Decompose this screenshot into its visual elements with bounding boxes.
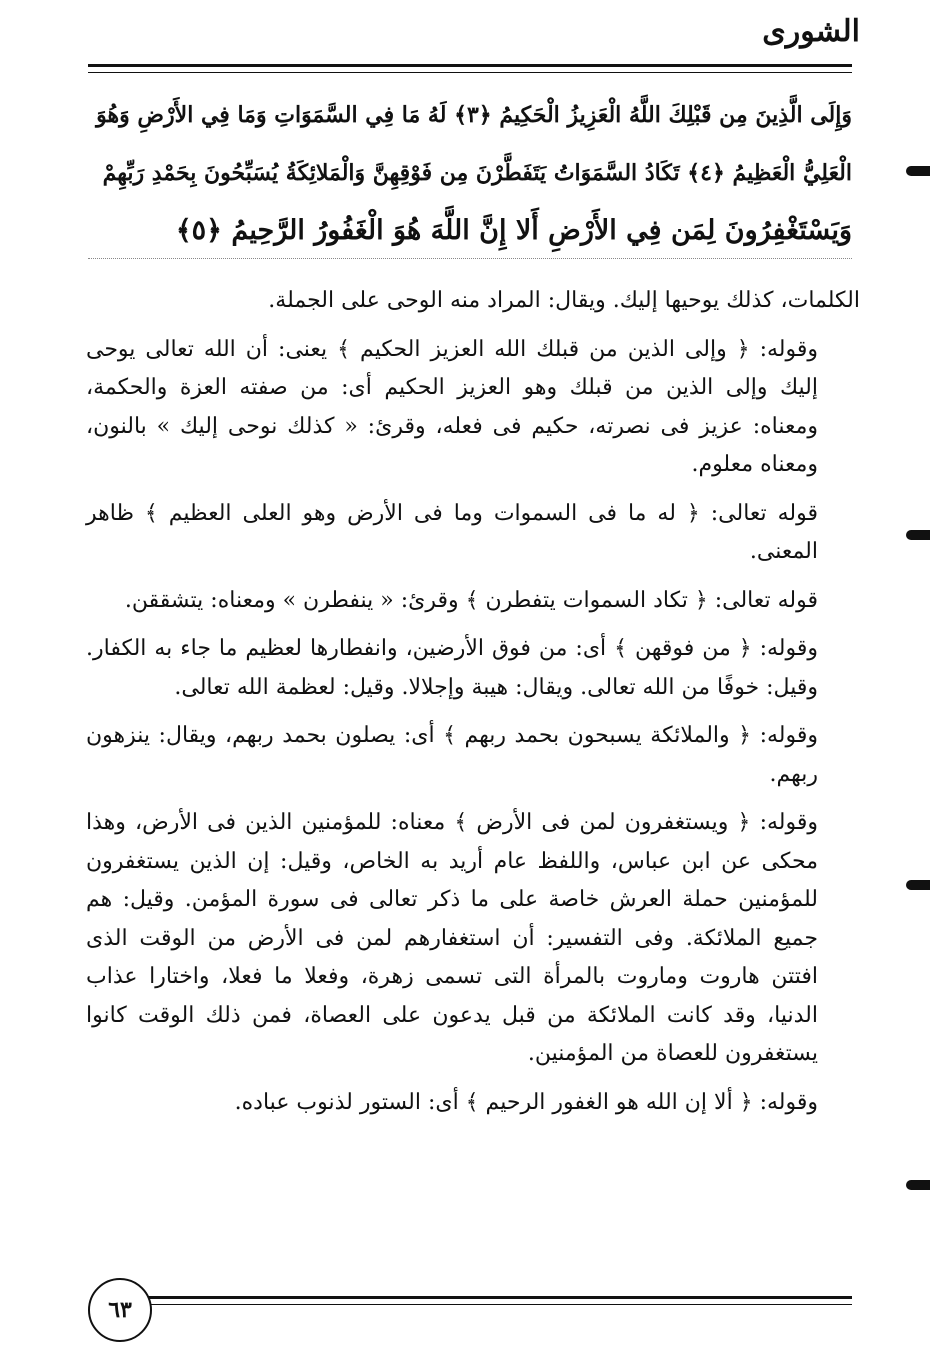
verse-separator bbox=[88, 258, 852, 259]
margin-tab-mark bbox=[906, 166, 930, 176]
header-rule-thick bbox=[88, 64, 852, 67]
page-number: ٦٣ bbox=[88, 1278, 152, 1342]
commentary-paragraph: قوله تعالى: ﴿ تكاد السموات يتفطرن ﴾ وقرئ: « ينفطرن » ومعناه: يتشققن. bbox=[124, 587, 818, 613]
commentary-paragraph: وقوله: ﴿ ويستغفرون لمن فى الأرض ﴾ معناه: للمؤمنين الذين فى الأرض، وهذا محكى عن ابن عباس، واللفظ عام أريد به الخاص، وقيل: إن الذين يستغفرون للمؤمنين حملة العرش خاصة على ما ذكر تعالى فى سورة المؤمن. وقيل: هم جميع الملائكة. وفى التفسير: أن استغفارهم لمن فى الأرض من الوقت الذى افتتن هاروت وماروت بالمرأة التى تسمى زهرة، وفعلا ما فعلا، واختارا عذاب الدنيا، وقد كانت الملائكة من قبل يدعون على العصاة، فمن ذلك الوقت كانوا يستغفرون للعصاة من المؤمنين. bbox=[86, 810, 818, 1066]
surah-title: الشورى bbox=[762, 14, 860, 49]
commentary-paragraph: وقوله: ﴿ وإلى الذين من قبلك الله العزيز الحكيم ﴾ يعنى: أن الله تعالى يوحى إليك وإلى الذين من قبلك وهو العزيز الحكيم أى: من صفته العزة والحكمة، ومعناه: عزيز فى نصرته، حكيم فى فعله، وقرئ: « كذلك نوحى إليك » بالنون، ومعناه معلوم. bbox=[86, 336, 818, 477]
commentary-paragraph: الكلمات، كذلك يوحيها إليك. ويقال: المراد منه الوحى على الجملة. bbox=[268, 288, 860, 313]
verse-line: وَيَسْتَغْفِرُونَ لِمَن فِي الأَرْضِ أَلا إِنَّ اللَّهَ هُوَ الْغَفُورُ الرَّحِيمُ ﴿٥﴾ bbox=[175, 215, 852, 246]
verse-line: وَإِلَى الَّذِينَ مِن قَبْلِكَ اللَّهُ الْعَزِيزُ الْحَكِيمُ ﴿٣﴾ لَهُ مَا فِي السَّمَوَاتِ وَمَا فِي الأَرْضِ وَهُوَ bbox=[96, 102, 852, 128]
commentary-paragraph: وقوله: ﴿ والملائكة يسبحون بحمد ربهم ﴾ أى: يصلون بحمد ربهم، ويقال: ينزهون ربهم. bbox=[86, 723, 818, 787]
commentary-text bbox=[86, 282, 860, 1132]
header-rule-thin bbox=[88, 72, 852, 73]
commentary-paragraph: وقوله: ﴿ ألا إن الله هو الغفور الرحيم ﴾ أى: الستور لذنوب عباده. bbox=[234, 1089, 818, 1115]
footer-rule-thick bbox=[130, 1296, 852, 1299]
commentary-paragraph: قوله تعالى: ﴿ له ما فى السموات وما فى الأرض وهو العلى العظيم ﴾ ظاهر المعنى. bbox=[86, 500, 818, 564]
margin-tab-mark bbox=[906, 530, 930, 540]
verse-line: الْعَلِيُّ الْعَظِيمُ ﴿٤﴾ تَكَادُ السَّمَوَاتُ يَتَفَطَّرْنَ مِن فَوْقِهِنَّ وَالْمَلائِكَةُ يُسَبِّحُونَ بِحَمْدِ رَبِّهِمْ bbox=[102, 160, 852, 186]
margin-tab-mark bbox=[906, 880, 930, 890]
footer-rule-thin bbox=[130, 1304, 852, 1305]
commentary-paragraph: وقوله: ﴿ من فوقهن ﴾ أى: من فوق الأرضين، وانفطارها لعظيم ما جاء به الكفار. وقيل: خوفًا من الله تعالى. ويقال: هيبة وإجلالا. وقيل: لعظمة الله تعالى. bbox=[86, 636, 818, 700]
margin-tab-mark bbox=[906, 1180, 930, 1190]
quran-verses bbox=[88, 86, 852, 260]
